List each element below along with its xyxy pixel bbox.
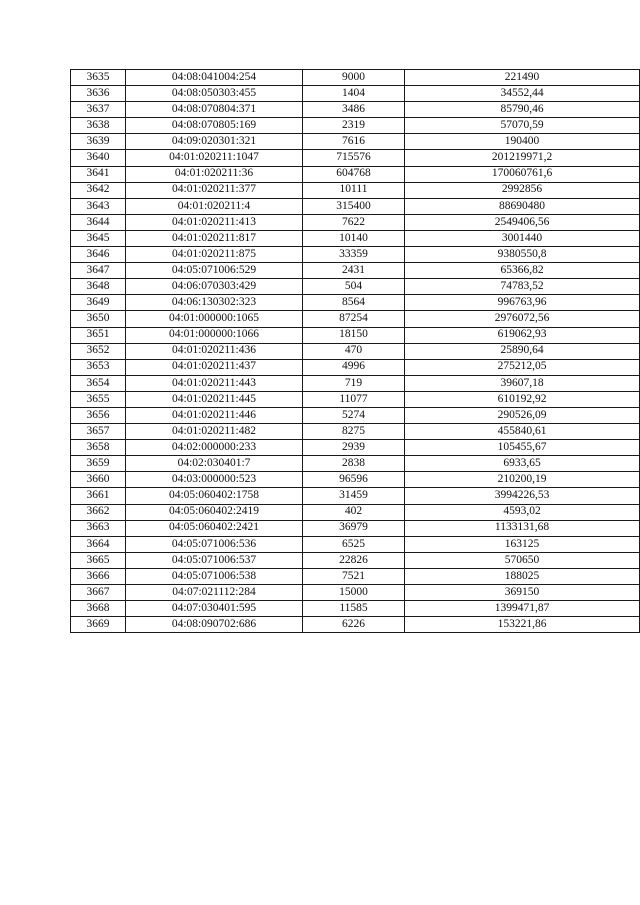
value-cell: 88690480 bbox=[405, 198, 640, 214]
cadastral-number-cell: 04:01:020211:875 bbox=[126, 247, 303, 263]
area-cell: 10111 bbox=[303, 182, 405, 198]
area-cell: 10140 bbox=[303, 230, 405, 246]
cadastral-number-cell: 04:01:020211:443 bbox=[126, 375, 303, 391]
value-cell: 163125 bbox=[405, 536, 640, 552]
row-number-cell: 3637 bbox=[71, 102, 126, 118]
area-cell: 18150 bbox=[303, 327, 405, 343]
cadastral-number-cell: 04:01:020211:36 bbox=[126, 166, 303, 182]
value-cell: 34552,44 bbox=[405, 86, 640, 102]
table-row bbox=[71, 214, 640, 230]
value-cell: 996763,96 bbox=[405, 295, 640, 311]
row-number-cell: 3635 bbox=[71, 70, 126, 86]
row-number-cell: 3643 bbox=[71, 198, 126, 214]
cadastral-number-cell: 04:05:060402:2421 bbox=[126, 520, 303, 536]
value-cell: 369150 bbox=[405, 585, 640, 601]
table-row bbox=[71, 504, 640, 520]
row-number-cell: 3645 bbox=[71, 230, 126, 246]
area-cell: 96596 bbox=[303, 472, 405, 488]
table-row bbox=[71, 86, 640, 102]
cadastral-number-cell: 04:07:030401:595 bbox=[126, 601, 303, 617]
row-number-cell: 3638 bbox=[71, 118, 126, 134]
value-cell: 1133131,68 bbox=[405, 520, 640, 536]
cadastral-number-cell: 04:01:020211:446 bbox=[126, 407, 303, 423]
row-number-cell: 3669 bbox=[71, 617, 126, 633]
cadastral-number-cell: 04:05:060402:1758 bbox=[126, 488, 303, 504]
table-row bbox=[71, 536, 640, 552]
table-row bbox=[71, 407, 640, 423]
row-number-cell: 3665 bbox=[71, 552, 126, 568]
row-number-cell: 3660 bbox=[71, 472, 126, 488]
area-cell: 402 bbox=[303, 504, 405, 520]
table-row bbox=[71, 150, 640, 166]
value-cell: 610192,92 bbox=[405, 391, 640, 407]
area-cell: 8564 bbox=[303, 295, 405, 311]
row-number-cell: 3664 bbox=[71, 536, 126, 552]
value-cell: 39607,18 bbox=[405, 375, 640, 391]
table-row bbox=[71, 568, 640, 584]
table-row bbox=[71, 166, 640, 182]
table-row bbox=[71, 70, 640, 86]
row-number-cell: 3641 bbox=[71, 166, 126, 182]
cadastral-number-cell: 04:01:020211:413 bbox=[126, 214, 303, 230]
value-cell: 105455,67 bbox=[405, 440, 640, 456]
area-cell: 504 bbox=[303, 279, 405, 295]
value-cell: 2976072,56 bbox=[405, 311, 640, 327]
row-number-cell: 3646 bbox=[71, 247, 126, 263]
area-cell: 2319 bbox=[303, 118, 405, 134]
value-cell: 85790,46 bbox=[405, 102, 640, 118]
area-cell: 8275 bbox=[303, 424, 405, 440]
value-cell: 2992856 bbox=[405, 182, 640, 198]
cadastral-number-cell: 04:08:050303:455 bbox=[126, 86, 303, 102]
cadastral-number-cell: 04:01:020211:445 bbox=[126, 391, 303, 407]
area-cell: 9000 bbox=[303, 70, 405, 86]
value-cell: 153221,86 bbox=[405, 617, 640, 633]
cadastral-number-cell: 04:07:021112:284 bbox=[126, 585, 303, 601]
table-row bbox=[71, 440, 640, 456]
value-cell: 25890,64 bbox=[405, 343, 640, 359]
cadastral-number-cell: 04:01:020211:437 bbox=[126, 359, 303, 375]
cadastral-number-cell: 04:05:071006:529 bbox=[126, 263, 303, 279]
area-cell: 719 bbox=[303, 375, 405, 391]
area-cell: 7622 bbox=[303, 214, 405, 230]
row-number-cell: 3640 bbox=[71, 150, 126, 166]
value-cell: 210200,19 bbox=[405, 472, 640, 488]
cadastral-number-cell: 04:06:130302:323 bbox=[126, 295, 303, 311]
value-cell: 188025 bbox=[405, 568, 640, 584]
value-cell: 1399471,87 bbox=[405, 601, 640, 617]
value-cell: 455840,61 bbox=[405, 424, 640, 440]
table-row bbox=[71, 520, 640, 536]
data-table bbox=[70, 69, 640, 633]
value-cell: 3994226,53 bbox=[405, 488, 640, 504]
table-row bbox=[71, 311, 640, 327]
cadastral-number-cell: 04:01:020211:4 bbox=[126, 198, 303, 214]
table-row bbox=[71, 488, 640, 504]
value-cell: 6933,65 bbox=[405, 456, 640, 472]
value-cell: 221490 bbox=[405, 70, 640, 86]
cadastral-number-cell: 04:01:020211:436 bbox=[126, 343, 303, 359]
table-row bbox=[71, 391, 640, 407]
cadastral-number-cell: 04:01:000000:1065 bbox=[126, 311, 303, 327]
table-row bbox=[71, 456, 640, 472]
cadastral-number-cell: 04:03:000000:523 bbox=[126, 472, 303, 488]
cadastral-number-cell: 04:05:071006:538 bbox=[126, 568, 303, 584]
value-cell: 65366,82 bbox=[405, 263, 640, 279]
table-row bbox=[71, 585, 640, 601]
cadastral-number-cell: 04:08:070804:371 bbox=[126, 102, 303, 118]
row-number-cell: 3647 bbox=[71, 263, 126, 279]
value-cell: 74783,52 bbox=[405, 279, 640, 295]
row-number-cell: 3663 bbox=[71, 520, 126, 536]
cadastral-number-cell: 04:01:020211:482 bbox=[126, 424, 303, 440]
area-cell: 6525 bbox=[303, 536, 405, 552]
row-number-cell: 3648 bbox=[71, 279, 126, 295]
table-row bbox=[71, 424, 640, 440]
table-row bbox=[71, 552, 640, 568]
cadastral-number-cell: 04:01:000000:1066 bbox=[126, 327, 303, 343]
table-row bbox=[71, 134, 640, 150]
row-number-cell: 3639 bbox=[71, 134, 126, 150]
cadastral-number-cell: 04:08:090702:686 bbox=[126, 617, 303, 633]
table-row bbox=[71, 118, 640, 134]
cadastral-number-cell: 04:09:020301:321 bbox=[126, 134, 303, 150]
value-cell: 570650 bbox=[405, 552, 640, 568]
table-row bbox=[71, 263, 640, 279]
area-cell: 7616 bbox=[303, 134, 405, 150]
value-cell: 190400 bbox=[405, 134, 640, 150]
area-cell: 15000 bbox=[303, 585, 405, 601]
cadastral-number-cell: 04:05:071006:537 bbox=[126, 552, 303, 568]
area-cell: 6226 bbox=[303, 617, 405, 633]
area-cell: 4996 bbox=[303, 359, 405, 375]
table-row bbox=[71, 198, 640, 214]
cadastral-number-cell: 04:08:041004:254 bbox=[126, 70, 303, 86]
cadastral-number-cell: 04:01:020211:377 bbox=[126, 182, 303, 198]
table-row bbox=[71, 601, 640, 617]
area-cell: 2939 bbox=[303, 440, 405, 456]
row-number-cell: 3642 bbox=[71, 182, 126, 198]
cadastral-number-cell: 04:05:060402:2419 bbox=[126, 504, 303, 520]
cadastral-number-cell: 04:02:000000:233 bbox=[126, 440, 303, 456]
row-number-cell: 3653 bbox=[71, 359, 126, 375]
row-number-cell: 3659 bbox=[71, 456, 126, 472]
value-cell: 57070,59 bbox=[405, 118, 640, 134]
table-row bbox=[71, 359, 640, 375]
value-cell: 619062,93 bbox=[405, 327, 640, 343]
table-row bbox=[71, 327, 640, 343]
row-number-cell: 3636 bbox=[71, 86, 126, 102]
table-row bbox=[71, 247, 640, 263]
area-cell: 315400 bbox=[303, 198, 405, 214]
row-number-cell: 3666 bbox=[71, 568, 126, 584]
value-cell: 3001440 bbox=[405, 230, 640, 246]
area-cell: 22826 bbox=[303, 552, 405, 568]
table-row bbox=[71, 230, 640, 246]
area-cell: 11585 bbox=[303, 601, 405, 617]
row-number-cell: 3661 bbox=[71, 488, 126, 504]
table-row bbox=[71, 279, 640, 295]
table-body bbox=[71, 70, 640, 633]
value-cell: 275212,05 bbox=[405, 359, 640, 375]
area-cell: 11077 bbox=[303, 391, 405, 407]
area-cell: 33359 bbox=[303, 247, 405, 263]
cadastral-number-cell: 04:06:070303:429 bbox=[126, 279, 303, 295]
row-number-cell: 3658 bbox=[71, 440, 126, 456]
table-row bbox=[71, 182, 640, 198]
row-number-cell: 3655 bbox=[71, 391, 126, 407]
area-cell: 2838 bbox=[303, 456, 405, 472]
row-number-cell: 3667 bbox=[71, 585, 126, 601]
table-row bbox=[71, 617, 640, 633]
row-number-cell: 3668 bbox=[71, 601, 126, 617]
area-cell: 2431 bbox=[303, 263, 405, 279]
area-cell: 604768 bbox=[303, 166, 405, 182]
row-number-cell: 3652 bbox=[71, 343, 126, 359]
cadastral-number-cell: 04:02:030401:7 bbox=[126, 456, 303, 472]
area-cell: 31459 bbox=[303, 488, 405, 504]
row-number-cell: 3654 bbox=[71, 375, 126, 391]
area-cell: 1404 bbox=[303, 86, 405, 102]
cadastral-number-cell: 04:05:071006:536 bbox=[126, 536, 303, 552]
value-cell: 9380550,8 bbox=[405, 247, 640, 263]
row-number-cell: 3657 bbox=[71, 424, 126, 440]
table-row bbox=[71, 295, 640, 311]
table-row bbox=[71, 343, 640, 359]
table-row bbox=[71, 375, 640, 391]
area-cell: 470 bbox=[303, 343, 405, 359]
value-cell: 201219971,2 bbox=[405, 150, 640, 166]
row-number-cell: 3650 bbox=[71, 311, 126, 327]
area-cell: 3486 bbox=[303, 102, 405, 118]
area-cell: 87254 bbox=[303, 311, 405, 327]
row-number-cell: 3662 bbox=[71, 504, 126, 520]
table-row bbox=[71, 472, 640, 488]
value-cell: 4593,02 bbox=[405, 504, 640, 520]
table-row bbox=[71, 102, 640, 118]
cadastral-number-cell: 04:08:070805:169 bbox=[126, 118, 303, 134]
area-cell: 36979 bbox=[303, 520, 405, 536]
area-cell: 715576 bbox=[303, 150, 405, 166]
row-number-cell: 3644 bbox=[71, 214, 126, 230]
value-cell: 2549406,56 bbox=[405, 214, 640, 230]
cadastral-number-cell: 04:01:020211:1047 bbox=[126, 150, 303, 166]
row-number-cell: 3651 bbox=[71, 327, 126, 343]
row-number-cell: 3656 bbox=[71, 407, 126, 423]
area-cell: 5274 bbox=[303, 407, 405, 423]
cadastral-number-cell: 04:01:020211:817 bbox=[126, 230, 303, 246]
row-number-cell: 3649 bbox=[71, 295, 126, 311]
value-cell: 290526,09 bbox=[405, 407, 640, 423]
area-cell: 7521 bbox=[303, 568, 405, 584]
value-cell: 170060761,6 bbox=[405, 166, 640, 182]
